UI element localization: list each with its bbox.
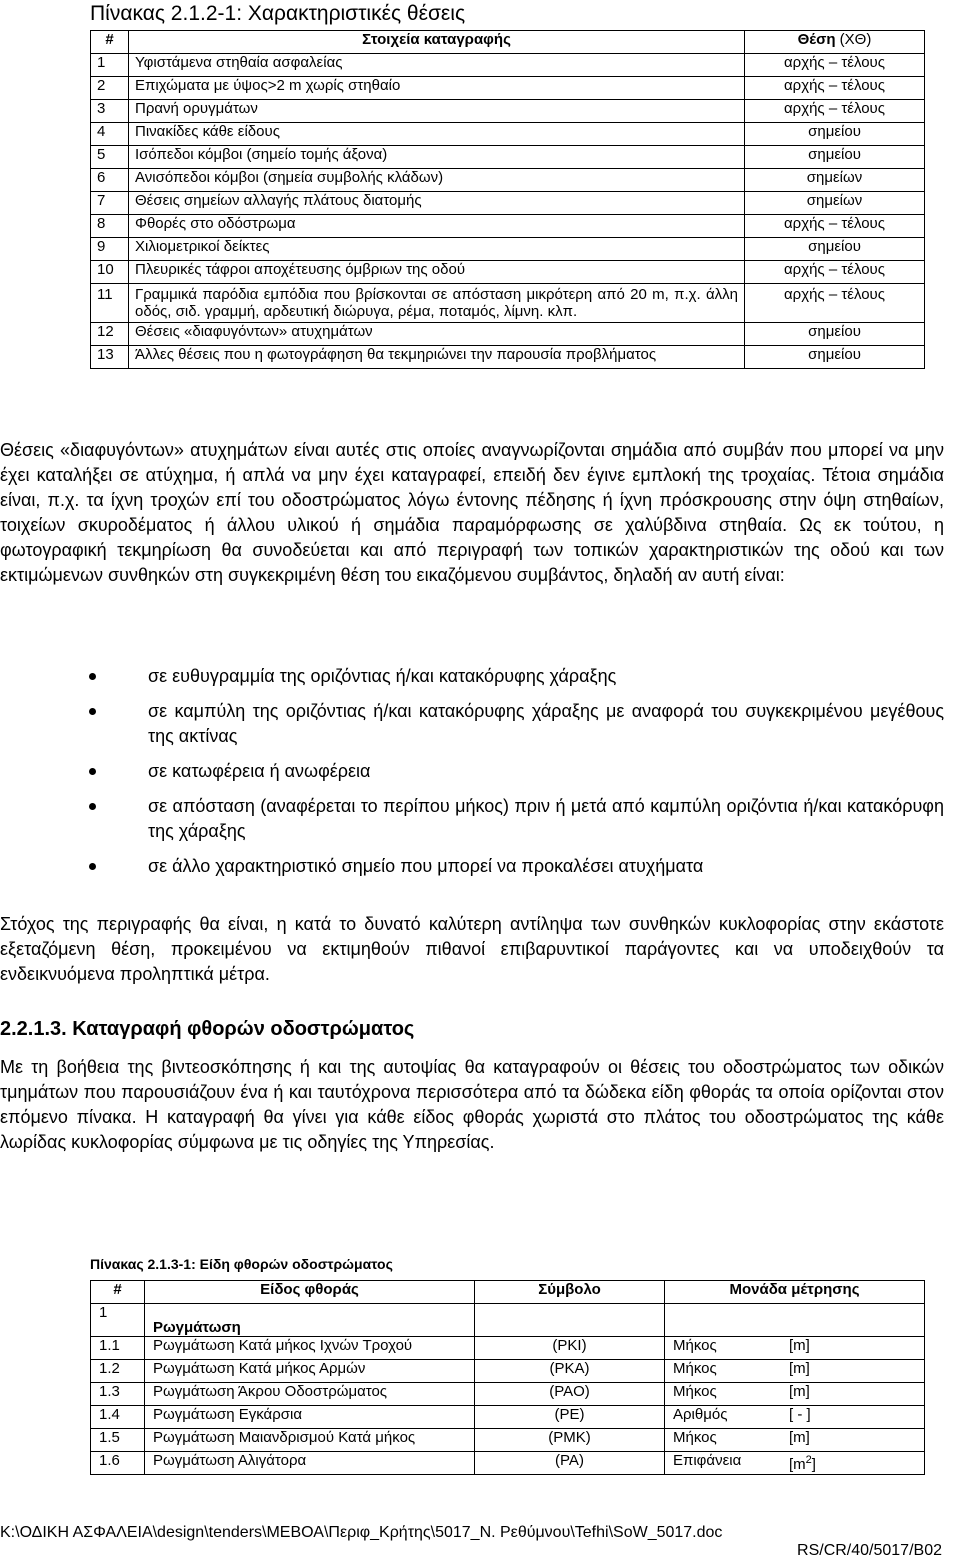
row-desc: Θέσεις «διαφυγόντων» ατυχημάτων — [129, 323, 745, 346]
row-num: 5 — [91, 146, 129, 169]
pavement-damage-table — [90, 1280, 925, 1475]
row-num: 2 — [91, 77, 129, 100]
row-desc: Πρανή ορυγμάτων — [129, 100, 745, 123]
row-desc: Πινακίδες κάθε είδους — [129, 123, 745, 146]
row-desc: Χιλιομετρικοί δείκτες — [129, 238, 745, 261]
table-row — [91, 215, 925, 238]
unit-base: [ - ] — [789, 1406, 811, 1423]
list-item — [0, 759, 944, 784]
table-row — [91, 77, 925, 100]
unit-name: Αριθμός — [673, 1406, 728, 1423]
row-position: σημείων — [745, 169, 925, 192]
table2-title: Πίνακας 2.1.3-1: Είδη φθορών οδοστρώματος — [90, 1256, 393, 1272]
list-item — [0, 699, 944, 749]
paragraph-near-miss: Θέσεις «διαφυγόντων» ατυχημάτων είναι αυτές στις οποίες αναγνωρίζονται σημάδια από συμβάν που μπορεί να μην έχει καταλήξει σε ατύχημα, ή απλά να μην έχει καταγραφεί, επειδή δεν έγινε εμπλοκή της τροχαίας. Τέτοια σημάδια είναι, π.χ. τα ίχνη τροχών επί του οδοστρώματος λόγω έντονης πέδησης ή ίχνη πρόσκρουσης στην όψη στηθαίων, τοιχείων σκυροδέματος ή άλλου υλικού ή σημάδια παραμόρφωσης σε χαλύβδινα στηθαία. Ως εκ τούτου, η φωτογραφική τεκμηρίωση θα συνοδεύεται και από περιγραφή των τοπικών χαρακτηριστικών της οδού και των εκτιμώμενων συνθηκών στη συγκεκριμένη θέση του εικαζόμενου συμβάντος, δηλαδή αν αυτή είναι: — [0, 440, 944, 585]
row-desc: Επιχώματα με ύψος>2 m χωρίς στηθαίο — [129, 77, 745, 100]
row-desc: Ισόπεδοι κόμβοι (σημείο τομής άξονα) — [129, 146, 745, 169]
row-num: 10 — [91, 261, 129, 284]
paragraph-pavement: Με τη βοήθεια της βιντεοσκόπησης ή και της αυτοψίας θα καταγραφούν οι θέσεις του οδοστρώματος των οδικών τμημάτων που παρουσιάζουν ένα ή και ταυτόχρονα περισσότερα από τα δώδεκα είδη φθοράς τα οποία ορίζονται στον επόμενο πίνακα. Η καταγραφή θα γίνει για κάθε είδος φθοράς χωριστά στο πλάτος του οδοστρώματος της κάθε λωρίδας κυκλοφορίας σύμφωνα με τις οδηγίες της Υπηρεσίας. — [0, 1057, 944, 1152]
row-position: σημείου — [745, 238, 925, 261]
table-row — [91, 169, 925, 192]
table1-title: Πίνακας 2.1.2-1: Χαρακτηριστικές θέσεις — [90, 2, 466, 25]
table-row — [91, 1383, 925, 1406]
unit-name: Επιφάνεια — [673, 1452, 742, 1469]
table-row — [91, 123, 925, 146]
paragraph-objective: Στόχος της περιγραφής θα είναι, η κατά το δυνατό καλύτερη αντίληψα των συνθηκών κυκλοφορίας στην εκάστοτε εξεταζόμενη θέση, προκειμένου να εκτιμηθούν πιθανοί επιβαρυντικοί παράγοντες και να υποδειχθούν τα ενδεικνυόμενα προληπτικά μέτρα. — [0, 914, 944, 984]
row-desc: Φθορές στο οδόστρωμα — [129, 215, 745, 238]
table-row — [91, 1406, 925, 1429]
row-type: Ρωγμάτωση Κατά μήκος Ιχνών Τροχού — [145, 1337, 475, 1360]
row-desc: Πλευρικές τάφροι αποχέτευσης όμβριων της οδού — [129, 261, 745, 284]
row-type: Ρωγμάτωση Μαιανδρισμού Κατά μήκος — [145, 1429, 475, 1452]
row-num: 4 — [91, 123, 129, 146]
unit-base: [m] — [789, 1360, 810, 1377]
row-position: αρχής – τέλους — [745, 77, 925, 100]
header-type: Είδος φθοράς — [145, 1281, 475, 1304]
row-unit — [665, 1383, 925, 1406]
bullet-icon — [89, 673, 96, 680]
unit-name: Μήκος — [673, 1360, 717, 1377]
row-position: αρχής – τέλους — [745, 284, 925, 323]
bullet-icon — [89, 863, 96, 870]
unit-symbol — [789, 1452, 816, 1473]
row-desc: Θέσεις σημείων αλλαγής πλάτους διατομής — [129, 192, 745, 215]
row-symbol: (PA) — [475, 1452, 665, 1475]
characteristic-positions-table — [90, 30, 925, 369]
footer-file-path: K:\ΟΔΙΚΗ ΑΣΦΑΛΕΙΑ\design\tenders\ΜΕΒΟΑ\Περιφ_Κρήτης\5017_Ν. Ρεθύμνου\Tefhi\SoW_5017.doc — [0, 1524, 723, 1541]
row-num: 1.1 — [91, 1337, 145, 1360]
row-desc: Γραμμικά παρόδια εμπόδια που βρίσκονται σε απόσταση μικρότερη από 20 m, π.χ. άλλη οδός, σιδ. γραμμή, αρδευτική διώρυγα, ρέμα, ποταμός, λίμνη. κλπ. — [129, 284, 745, 323]
section-heading: 2.2.1.3. Καταγραφή φθορών οδοστρώματος — [0, 1018, 415, 1040]
unit-symbol — [789, 1429, 810, 1446]
row-num: 1.5 — [91, 1429, 145, 1452]
header-pos: Θέση (ΧΘ) — [745, 31, 925, 54]
row-num: 9 — [91, 238, 129, 261]
row-position: σημείου — [745, 346, 925, 369]
unit-base: [m] — [789, 1337, 810, 1354]
table-row — [91, 1452, 925, 1475]
row-unit — [665, 1337, 925, 1360]
header-num: # — [91, 31, 129, 54]
unit-name: Μήκος — [673, 1337, 717, 1354]
row-position: σημείου — [745, 323, 925, 346]
table-group-row — [91, 1304, 925, 1337]
row-unit — [665, 1452, 925, 1475]
unit-symbol — [789, 1406, 811, 1423]
row-symbol: (PMK) — [475, 1429, 665, 1452]
table-row — [91, 1360, 925, 1383]
unit-symbol — [789, 1383, 810, 1400]
header-desc: Στοιχεία καταγραφής — [129, 31, 745, 54]
row-position: σημείου — [745, 146, 925, 169]
row-unit — [665, 1406, 925, 1429]
table-header-row — [91, 31, 925, 54]
row-desc: Ανισόπεδοι κόμβοι (σημεία συμβολής κλάδων) — [129, 169, 745, 192]
table-row — [91, 100, 925, 123]
row-type: Ρωγμάτωση Άκρου Οδοστρώματος — [145, 1383, 475, 1406]
table-row — [91, 192, 925, 215]
footer-doc-code: RS/CR/40/5017/B02 — [797, 1542, 942, 1559]
header-symbol: Σύμβολο — [475, 1281, 665, 1304]
header-unit: Μονάδα μέτρησης — [665, 1281, 925, 1304]
table-header-row — [91, 1281, 925, 1304]
table-row — [91, 146, 925, 169]
row-position: αρχής – τέλους — [745, 261, 925, 284]
list-item-text: σε καμπύλη της οριζόντιας ή/και κατακόρυφης χάραξης με αναφορά του συγκεκριμένου μεγέθους της ακτίνας — [148, 701, 944, 746]
list-item-text: σε άλλο χαρακτηριστικό σημείο που μπορεί να προκαλέσει ατυχήματα — [148, 856, 704, 876]
bullet-icon — [89, 708, 96, 715]
row-symbol: (PAO) — [475, 1383, 665, 1406]
row-num: 1.2 — [91, 1360, 145, 1383]
row-position: αρχής – τέλους — [745, 215, 925, 238]
unit-superscript: 2 — [805, 1454, 812, 1466]
table-row — [91, 261, 925, 284]
table-row — [91, 1337, 925, 1360]
group-symbol — [475, 1304, 665, 1337]
row-num: 8 — [91, 215, 129, 238]
row-position: σημείου — [745, 123, 925, 146]
row-symbol: (PKA) — [475, 1360, 665, 1383]
unit-symbol — [789, 1360, 810, 1377]
row-type: Ρωγμάτωση Κατά μήκος Αρμών — [145, 1360, 475, 1383]
list-item — [0, 664, 944, 689]
row-position: αρχής – τέλους — [745, 54, 925, 77]
row-unit — [665, 1429, 925, 1452]
row-unit — [665, 1360, 925, 1383]
unit-base: [m] — [789, 1383, 810, 1400]
list-item-text: σε απόσταση (αναφέρεται το περίπου μήκος) πριν ή μετά από καμπύλη οριζόντια ή/και κατακόρυφη της χάραξης — [148, 796, 944, 841]
row-symbol: (PKI) — [475, 1337, 665, 1360]
bullet-icon — [89, 803, 96, 810]
table-row — [91, 1429, 925, 1452]
row-num: 1.3 — [91, 1383, 145, 1406]
row-position: σημείων — [745, 192, 925, 215]
header-pos-label: Θέση — [797, 31, 836, 48]
row-num: 13 — [91, 346, 129, 369]
unit-symbol — [789, 1337, 810, 1354]
row-position: αρχής – τέλους — [745, 100, 925, 123]
row-symbol: (PE) — [475, 1406, 665, 1429]
row-num: 1 — [91, 54, 129, 77]
row-num: 1.4 — [91, 1406, 145, 1429]
row-desc: Υφιστάμενα στηθαία ασφαλείας — [129, 54, 745, 77]
table-row — [91, 346, 925, 369]
group-num: 1 — [91, 1304, 145, 1337]
row-type: Ρωγμάτωση Αλιγάτορα — [145, 1452, 475, 1475]
row-num: 12 — [91, 323, 129, 346]
row-type: Ρωγμάτωση Εγκάρσια — [145, 1406, 475, 1429]
list-item — [0, 794, 944, 844]
table-row — [91, 284, 925, 323]
unit-name: Μήκος — [673, 1383, 717, 1400]
list-item-text: σε κατωφέρεια ή ανωφέρεια — [148, 761, 371, 781]
row-num: 11 — [91, 284, 129, 323]
unit-base: [m] — [789, 1429, 810, 1446]
list-item — [0, 854, 944, 879]
row-num: 1.6 — [91, 1452, 145, 1475]
group-unit — [665, 1304, 925, 1337]
group-type: Ρωγμάτωση — [145, 1304, 475, 1337]
row-desc: Άλλες θέσεις που η φωτογράφηση θα τεκμηριώνει την παρουσία προβλήματος — [129, 346, 745, 369]
unit-base: [m — [789, 1456, 806, 1473]
table-row — [91, 238, 925, 261]
table-row — [91, 323, 925, 346]
unit-name: Μήκος — [673, 1429, 717, 1446]
row-num: 3 — [91, 100, 129, 123]
header-num: # — [91, 1281, 145, 1304]
list-item-text: σε ευθυγραμμία της οριζόντιας ή/και κατακόρυφης χάραξης — [148, 666, 617, 686]
row-num: 6 — [91, 169, 129, 192]
bullet-icon — [89, 768, 96, 775]
bullet-list — [0, 664, 944, 889]
table-row — [91, 54, 925, 77]
row-num: 7 — [91, 192, 129, 215]
unit-end: ] — [811, 1456, 816, 1473]
